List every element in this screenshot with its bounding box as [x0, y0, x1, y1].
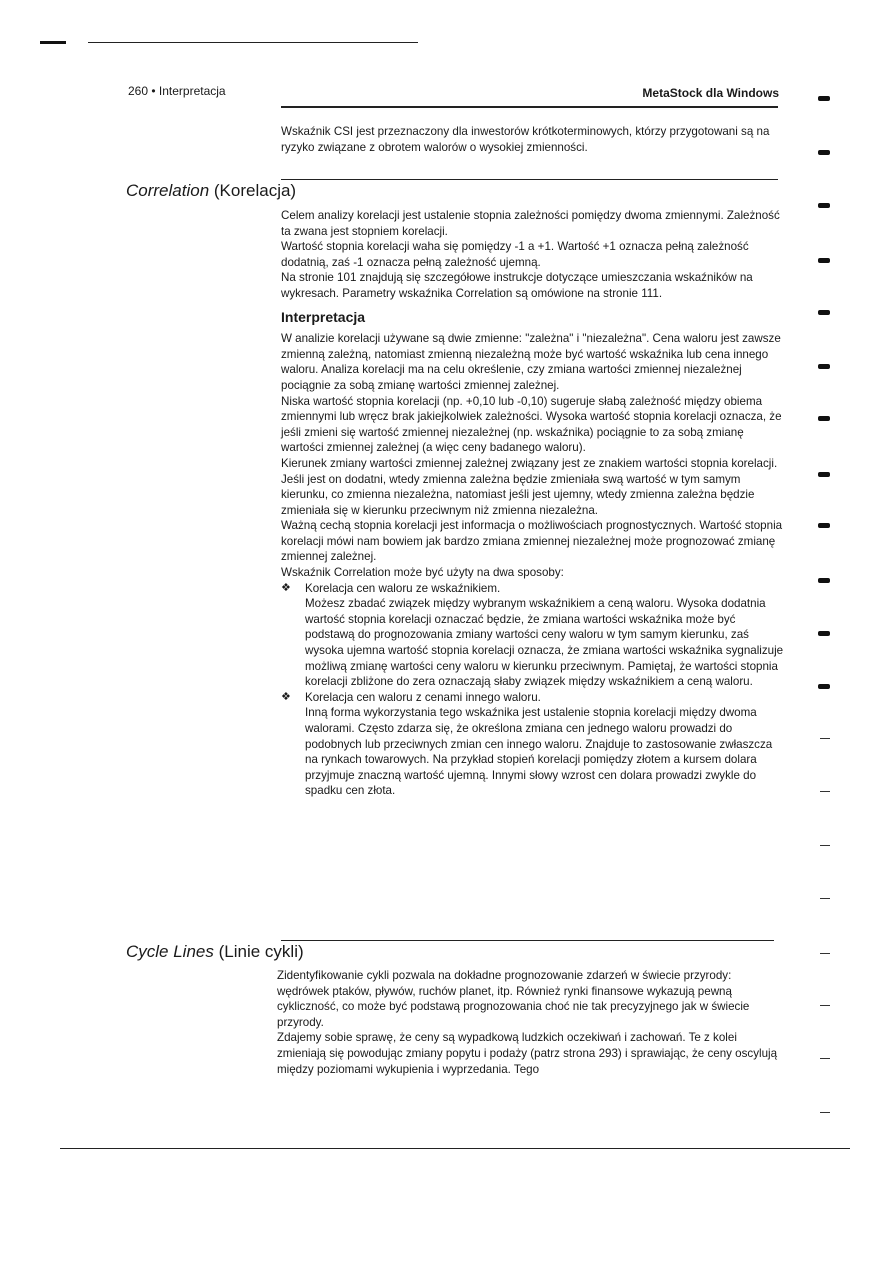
page-number-chapter: 260 • Interpretacja — [128, 84, 226, 98]
binding-mark — [820, 1058, 830, 1059]
binding-mark — [820, 953, 830, 954]
section-title-correlation — [126, 181, 296, 201]
subheading-interpretacja: Interpretacja — [281, 308, 366, 325]
list-item-title: Korelacja cen waloru ze wskaźnikiem. — [305, 581, 501, 595]
list-item-text: Inną forma wykorzystania tego wskaźnika jest ustalenie stopnia korelacji między dwoma walorami. Często zdarza się, że określona zmiana cen jednego waloru prowadzi do podobnych lub przeciwnych zmian cen innego waloru. Znajduje to zastosowanie zwłaszcza na rynkach towarowych. Na przykład stopień korelacji pomiędzy złotem a kursem dolara przyjmuje znaczną wartość ujemną. Innymi słowy wzrost cen dolara prowadzi zwykle do spadku cen złota. — [305, 706, 773, 798]
binding-mark — [818, 472, 830, 477]
section-rule-correlation — [281, 179, 778, 180]
section-title-en: Correlation — [126, 181, 210, 200]
list-item — [281, 581, 786, 690]
intro-text: Wskaźnik CSI jest przeznaczony dla inwestorów krótkoterminowych, którzy przygotowani są na ryzyko związane z obrotem walorów o wysokiej zmienności. — [281, 125, 770, 154]
paragraph: Na stronie 101 znajdują się szczegółowe instrukcje dotyczące umieszczania wskaźników na wykresach. Parametry wskaźnika Correlation są omówione na stronie 111. — [281, 271, 753, 300]
list-item-text: Możesz zbadać związek między wybranym wskaźnikiem a ceną waloru. Wysoka dodatnia wartość stopnia korelacji oznaczać będzie, że zmiana wartości wskaźnika może być podstawą do prognozowania zmiany wartości ceny waloru w tym samym kierunku, zaś wysoka ujemna wartość stopnia korelacji oznacza, że zmiana wartości wskaźnika sygnalizuje możliwą zmianę wartości ceny waloru w kierunku przeciwnym. Pamiętaj, że wartości stopnia korelacji zbliżone do zera oznaczają słaby związek między wskaźnikiem a ceną waloru. — [305, 597, 784, 689]
binding-mark — [818, 150, 830, 155]
section-title-pl: (Korelacja) — [213, 181, 297, 200]
list-item — [281, 690, 786, 799]
scan-bottom-rule — [60, 1148, 850, 1149]
section-title-cycle — [126, 942, 304, 962]
binding-mark — [818, 631, 830, 636]
binding-mark — [820, 898, 830, 899]
paragraph: Zdajemy sobie sprawę, że ceny są wypadkową ludzkich oczekiwań i zachowań. Te z kolei zmieniają się powodując zmiany popytu i podaży (patrz strona 293) i sprawiając, że ceny oscylują między poziomami wykupienia i wyprzedania. Tego — [277, 1031, 778, 1076]
binding-mark — [818, 578, 830, 583]
paragraph: W analizie korelacji używane są dwie zmienne: "zależna" i "niezależna". Cena waloru jest zawsze zmienną zależną, natomiast zmienną niezależną może być wartość wskaźnika lub cena innego waloru. Analiza korelacji ma na celu określenie, czy zmiana wartości zmiennej niezależnej pociągnie za sobą zmianę wartości zmiennej zależnej. — [281, 332, 781, 392]
correlation-body — [281, 208, 786, 799]
diamond-bullet-icon: ❖ — [281, 690, 291, 703]
binding-mark — [818, 364, 830, 369]
paragraph: Zidentyfikowanie cykli pozwala na dokładne prognozowanie zdarzeń w świecie przyrody: wędrówek ptaków, pływów, ruchów planet, itp. Również rynki finansowe wykazują pewną cykliczność, co może być podstawą prognozowania choć nie tak precyzyjnego jak w świecie przyrody. — [277, 969, 750, 1029]
binding-mark — [818, 310, 830, 315]
paragraph: Ważną cechą stopnia korelacji jest informacja o możliwościach prognostycznych. Wartość stopnia korelacji mówi nam bowiem jak bardzo zmiana zmiennej niezależnej może prognozować zmianę zmiennej zależnej. — [281, 519, 783, 564]
book-title: MetaStock dla Windows — [642, 86, 779, 100]
bullet-list — [281, 581, 786, 799]
binding-mark — [818, 523, 830, 528]
intro-paragraph — [281, 124, 786, 155]
paragraph: Wskaźnik Correlation może być użyty na dwa sposoby: — [281, 566, 564, 580]
binding-mark — [818, 684, 830, 689]
scan-top-rule — [88, 42, 418, 43]
section-rule-cycle — [281, 940, 774, 941]
binding-mark — [818, 96, 830, 101]
binding-mark — [818, 258, 830, 263]
section-title-en: Cycle Lines — [126, 942, 214, 961]
header-rule — [281, 106, 778, 108]
binding-mark — [818, 416, 830, 421]
scan-mark — [40, 41, 66, 44]
page-header — [128, 84, 779, 102]
list-item-title: Korelacja cen waloru z cenami innego waloru. — [305, 690, 541, 704]
section-title-pl: (Linie cykli) — [218, 942, 304, 961]
paragraph: Wartość stopnia korelacji waha się pomiędzy -1 a +1. Wartość +1 oznacza pełną zależność dodatnią, zaś -1 oznacza pełną zależność ujemną. — [281, 240, 749, 269]
binding-mark — [818, 203, 830, 208]
diamond-bullet-icon: ❖ — [281, 581, 291, 594]
binding-mark — [820, 1112, 830, 1113]
binding-mark — [820, 738, 830, 739]
binding-mark — [820, 791, 830, 792]
paragraph: Celem analizy korelacji jest ustalenie stopnia zależności pomiędzy dwoma zmiennymi. Zależność ta zwana jest stopniem korelacji. — [281, 209, 780, 238]
paragraph: Niska wartość stopnia korelacji (np. +0,10 lub -0,10) sugeruje słabą zależność między obiema zmiennymi lub wręcz brak jakiejkolwiek zależności. Wysoka wartość stopnia korelacji oznacza, że jeśli zmieni się wartość zmiennej niezależnej (np. wskaźnika) pociągnie to za sobą zmianę wartości zmiennej zależnej (a więc ceny badanego waloru). — [281, 394, 782, 455]
paragraph: Kierunek zmiany wartości zmiennej zależnej związany jest ze znakiem wartości stopnia korelacji. Jeśli jest on dodatni, wtedy zmienna zależna będzie zmieniała swą wartość w tym samym kierunku, co zmienna niezależna, natomiast jeśli jest ujemny, wtedy zmienna zależna będzie zmieniała się w kierunku przeciwnym niż zmienna niezależna. — [281, 456, 778, 517]
binding-mark — [820, 1005, 830, 1006]
cycle-body — [277, 968, 782, 1077]
binding-mark — [820, 845, 830, 846]
